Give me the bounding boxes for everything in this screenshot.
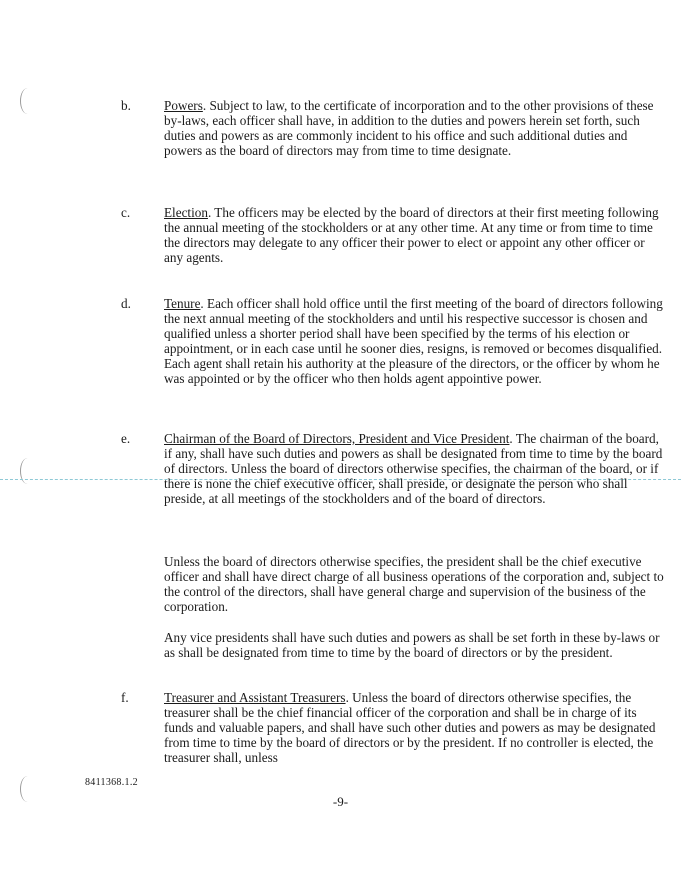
- section-paragraph-3: Any vice presidents shall have such duties and powers as shall be set forth in these by-laws or as shall be designated from time to time by the board of directors or by the president.: [164, 630, 660, 661]
- section-text: . The chairman of the board, if any, shall have such duties and powers as shall be designated from time to time by the board of directors. Unless the board of directors otherwise specifies, the chairman of the board, or if there is none the chief executive officer, shall preside, or designate the person who shall preside, at all meetings of the stockholders and of the board of directors.: [164, 431, 663, 507]
- section-title: Chairman of the Board of Directors, President and Vice President: [164, 431, 510, 446]
- binder-hole-mark: [20, 88, 35, 114]
- section-text: . Unless the board of directors otherwise specifies, the treasurer shall be the chief financial officer of the corporation and shall be in charge of its funds and valuable papers, and shall have such other duties and powers as may be designated from time to time by the board of directors or by the president. If no controller is elected, the treasurer shall, unless: [164, 690, 656, 766]
- section-title: Election: [164, 205, 208, 220]
- section-title: Treasurer and Assistant Treasurers: [164, 690, 346, 705]
- section-letter: c.: [121, 205, 131, 220]
- section-paragraph: [164, 205, 664, 265]
- section-title: Powers: [164, 98, 203, 113]
- section-letter: f.: [121, 690, 129, 705]
- section-text: . Subject to law, to the certificate of incorporation and to the other provisions of these by-laws, each officer shall have, in addition to the duties and powers herein set forth, such duties and powers as are commonly incident to his office and such additional duties and powers as the board of directors may from time to time designate.: [164, 98, 654, 159]
- section-title: Tenure: [164, 296, 201, 311]
- section-paragraph-2: Unless the board of directors otherwise specifies, the president shall be the chief executive officer and shall have direct charge of all business operations of the corporation and, subject to the control of the directors, shall have general charge and supervision of the business of the corporation.: [164, 554, 664, 615]
- section-paragraph: [164, 296, 664, 387]
- section-letter: d.: [121, 296, 131, 311]
- section-text: . Each officer shall hold office until the first meeting of the board of directors following the next annual meeting of the stockholders and until his respective successor is chosen and qualified unless a shorter period shall have been specified by the terms of his election or appointment, or in each case until he sooner dies, resigns, is removed or becomes disqualified. Each agent shall retain his authority at the pleasure of the directors, or the officer by whom he was appointed or by the officer who then holds agent appointive power.: [164, 296, 663, 387]
- section-text: . The officers may be elected by the board of directors at their first meeting following the annual meeting of the stockholders or at any other time. At any time or from time to time the directors may delegate to any officer their power to elect or appoint any other officer or any agents.: [164, 205, 659, 266]
- section-paragraph: [164, 431, 664, 506]
- section-letter: b.: [121, 98, 131, 113]
- document-id: 8411368.1.2: [85, 777, 138, 788]
- section-paragraph: [164, 690, 664, 765]
- section-letter: e.: [121, 431, 131, 446]
- page-number: -9-: [332, 794, 349, 809]
- section-paragraph: [164, 98, 664, 158]
- binder-hole-mark: [20, 458, 35, 484]
